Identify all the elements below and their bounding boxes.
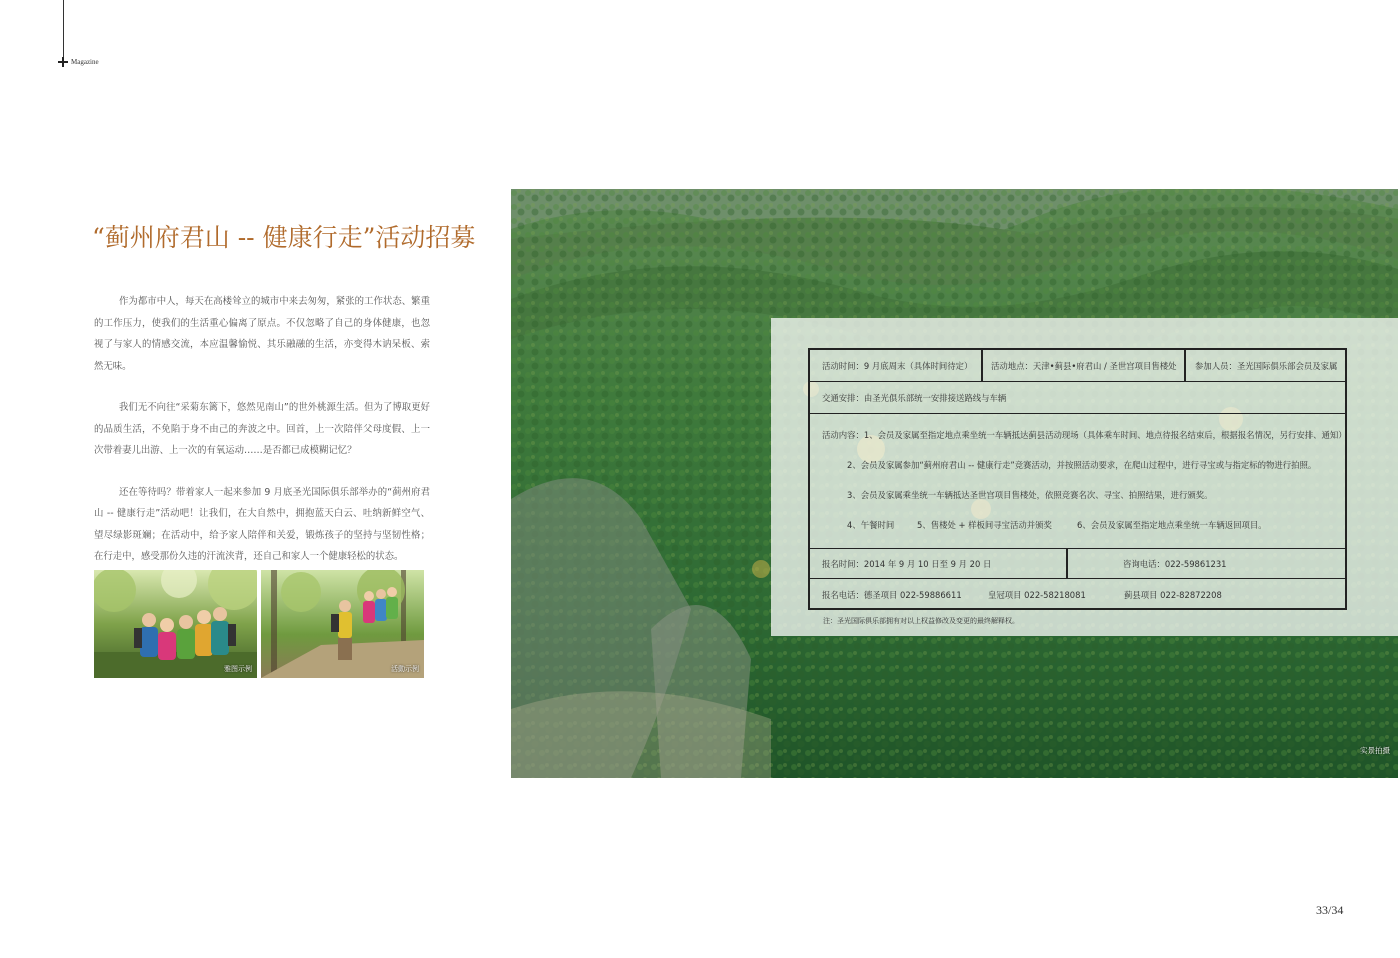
signup-phone-2: 皇冠项目 022-58218081 [988, 589, 1086, 600]
signup-phone-1: 报名电话：德圣项目 022-59886611 [822, 589, 962, 600]
activity-location: 活动地点：天津•蓟县•府君山 / 圣世宫项目售楼处 [991, 360, 1177, 371]
paragraph: 还在等待吗？带着家人一起来参加 9 月底圣光国际俱乐部举办的“蓟州府君山 -- 健康行走”活动吧！让我们，在大自然中，拥抱蓝天白云、吐纳新鲜空气、望尽绿影斑斓；在活动中，给予家人陪伴和关爱，锻炼孩子的坚持与坚韧性格；在行走中，感受那份久违的汗流浃背，还自己和家人一个健康轻松的状态。 [94, 486, 430, 562]
paragraph: 作为都市中人，每天在高楼耸立的城市中来去匆匆，紧张的工作状态、繁重的工作压力，使我们的生活重心偏离了原点。不仅忽略了自己的身体健康，也忽视了与家人的情感交流，本应温馨愉悦、其乐融融的生活，亦变得木讷呆板、索然无味。 [94, 296, 430, 372]
activity-content-4: 4、午餐时间 [847, 520, 895, 530]
table-row [810, 549, 1345, 579]
table-row [810, 382, 1345, 414]
activity-time: 活动时间：9 月底周末（具体时间待定） [822, 360, 973, 371]
page-number: 33/34 [1316, 903, 1344, 917]
photo-caption: 实景拍摄 [1360, 746, 1390, 755]
hikers-photo-1 [94, 570, 257, 678]
table-row [810, 350, 1345, 382]
disclaimer-note: 注：圣光国际俱乐部拥有对以上权益修改及变更的最终解释权。 [823, 617, 1019, 625]
table-row [810, 579, 1345, 610]
margin-rule [63, 0, 64, 62]
activity-content-6: 6、会员及家属至指定地点乘坐统一车辆返回项目。 [1077, 520, 1267, 530]
hikers-photo-2 [261, 570, 424, 678]
divider [1066, 549, 1068, 578]
article-body [94, 291, 430, 588]
thumb-caption: 活動示例 [391, 665, 419, 673]
signup-time: 报名时间：2014 年 9 月 10 日至 9 月 20 日 [822, 558, 992, 569]
paragraph: 我们无不向往“采菊东篱下，悠然见南山”的世外桃源生活。但为了博取更好的品质生活，不免陷于身不由己的奔波之中。回首，上一次陪伴父母度假、上一次带着妻儿出游、上一次的有氧运动……是否都已成模糊记忆？ [94, 402, 430, 456]
table-row [810, 414, 1345, 549]
divider [981, 350, 983, 381]
info-panel [771, 318, 1398, 636]
activity-content-3: 3、会员及家属乘坐统一车辆抵达圣世宫项目售楼处，依照竞赛名次、寻宝、拍照结果，进行颁奖。 [847, 490, 1213, 500]
divider [1184, 350, 1186, 381]
activity-content-5: 5、售楼处 + 样板间寻宝活动并颁奖 [917, 520, 1052, 530]
info-table [808, 348, 1347, 610]
participants: 参加人员：圣光国际俱乐部会员及家属 [1195, 360, 1338, 371]
cross-icon [58, 57, 68, 67]
article-title: “蓟州府君山 -- 健康行走”活动招募 [92, 223, 476, 252]
thumb-caption: 雅图示例 [224, 665, 252, 673]
transport: 交通安排：由圣光俱乐部统一安排接送路线与车辆 [822, 392, 1007, 403]
magazine-label: Magazine [71, 58, 99, 66]
activity-content-1: 活动内容：1、会员及家属至指定地点乘坐统一车辆抵达蓟县活动现场（具体乘车时间、地点待报名结束后，根据报名情况，另行安排、通知） [822, 430, 1347, 440]
hotline: 咨询电话：022-59861231 [1123, 558, 1227, 569]
activity-content-2: 2、会员及家属参加“蓟州府君山 -- 健康行走”竞赛活动，并按照活动要求，在爬山过程中，进行寻宝或与指定标的物进行拍照。 [847, 460, 1317, 470]
signup-phone-3: 蓟县项目 022-82872208 [1124, 589, 1222, 600]
